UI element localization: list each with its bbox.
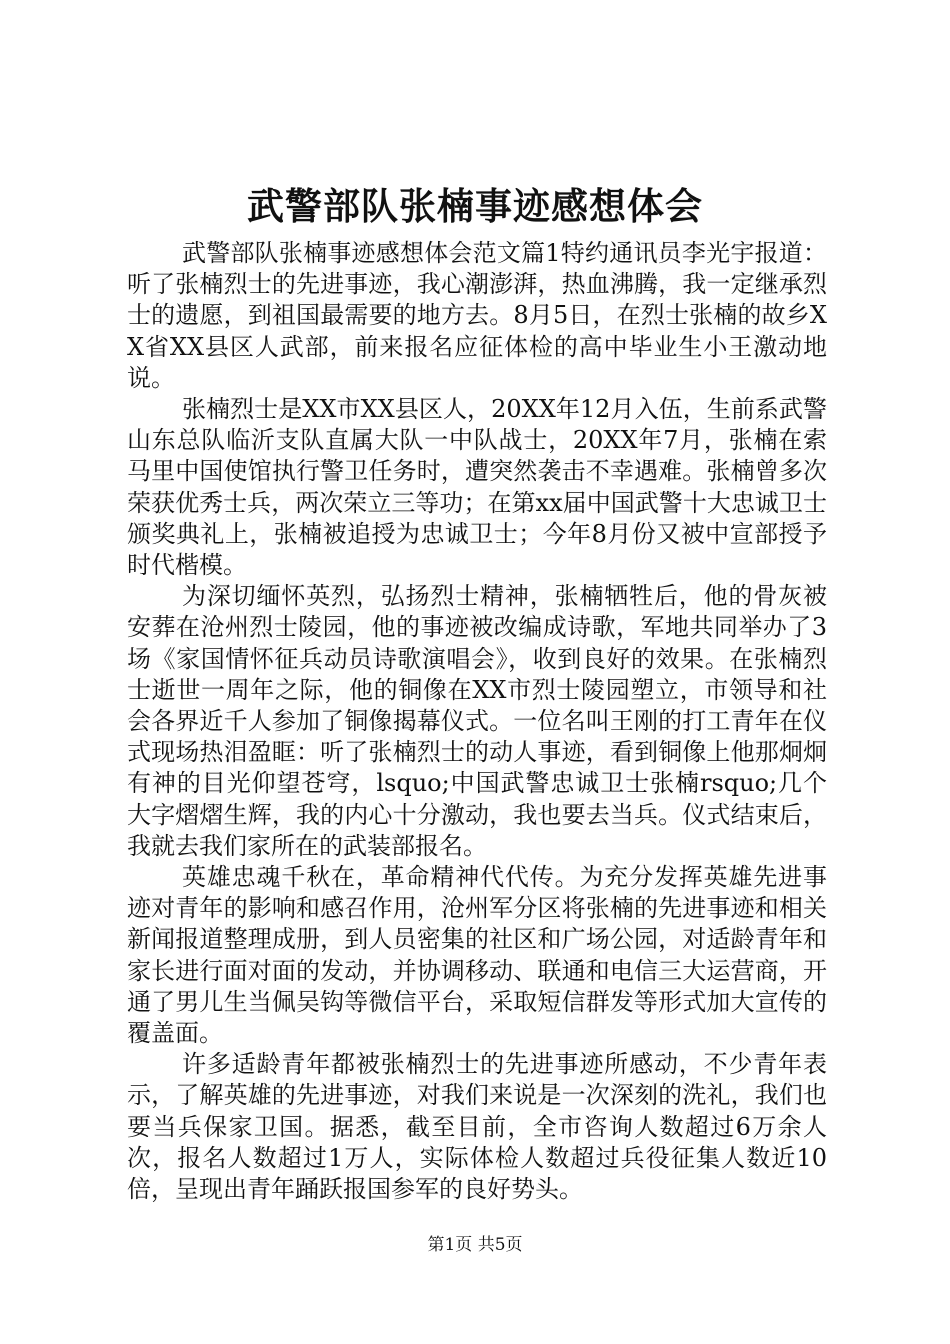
paragraph: 为深切缅怀英烈，弘扬烈士精神，张楠牺牲后，他的骨灰被安葬在沧州烈士陵园，他的事迹被改编成诗歌，军地共同举办了3场《家国情怀征兵动员诗歌演唱会》，收到良好的效果。在张楠烈士逝世一周年之际，他的铜像在XX市烈士陵园塑立，市领导和社会各界近千人参加了铜像揭幕仪式。一位名叫王刚的打工青年在仪式现场热泪盈眶：听了张楠烈士的动人事迹，看到铜像上他那炯炯有神的目光仰望苍穹，lsquo;中国武警忠诚卫士张楠rsquo;几个大字熠熠生辉，我的内心十分激动，我也要去当兵。仪式结束后，我就去我们家所在的武装部报名。 [127, 582, 827, 860]
paragraph: 武警部队张楠事迹感想体会范文篇1特约通讯员李光宇报道：听了张楠烈士的先进事迹，我心潮澎湃，热血沸腾，我一定继承烈士的遗愿，到祖国最需要的地方去。8月5日，在烈士张楠的故乡XX省XX县区人武部，前来报名应征体检的高中毕业生小王激动地说。 [127, 239, 827, 392]
paragraph: 英雄忠魂千秋在，革命精神代代传。为充分发挥英雄先进事迹对青年的影响和感召作用，沧州军分区将张楠的先进事迹和相关新闻报道整理成册，到人员密集的社区和广场公园，对适龄青年和家长进行面对面的发动，并协调移动、联通和电信三大运营商，开通了男儿生当佩吴钩等微信平台，采取短信群发等形式加大宣传的覆盖面。 [127, 863, 827, 1048]
document-body [127, 238, 827, 1205]
document-title: 武警部队张楠事迹感想体会 [247, 184, 703, 228]
page-number-footer: 第1页 共5页 [427, 1235, 523, 1255]
paragraph: 许多适龄青年都被张楠烈士的先进事迹所感动，不少青年表示，了解英雄的先进事迹，对我们来说是一次深刻的洗礼，我们也要当兵保家卫国。据悉，截至目前，全市咨询人数超过6万余人次，报名人数超过1万人，实际体检人数超过兵役征集人数近10倍，呈现出青年踊跃报国参军的良好势头。 [127, 1050, 827, 1204]
paragraph: 张楠烈士是XX市XX县区人，20XX年12月入伍，生前系武警山东总队临沂支队直属大队一中队战士，20XX年7月，张楠在索马里中国使馆执行警卫任务时，遭突然袭击不幸遇难。张楠曾多次荣获优秀士兵，两次荣立三等功；在第xx届中国武警十大忠诚卫士颁奖典礼上，张楠被追授为忠诚卫士；今年8月份又被中宣部授予时代楷模。 [127, 395, 827, 580]
